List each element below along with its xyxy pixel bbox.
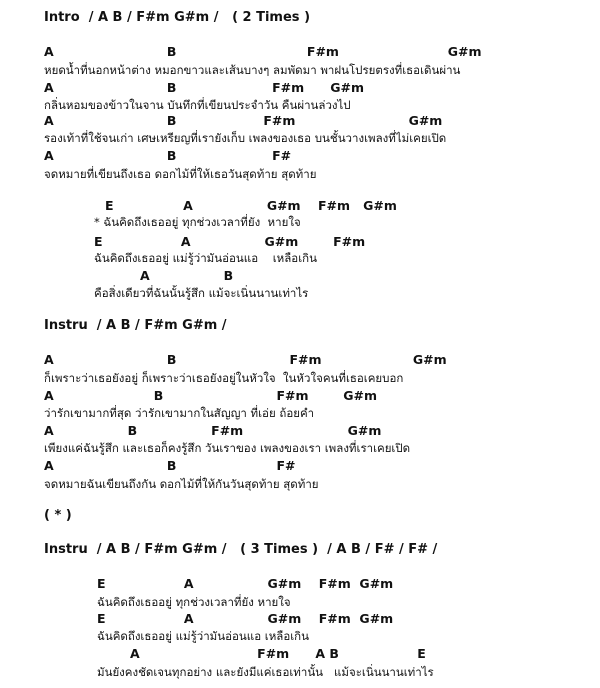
chord-line: A B	[140, 268, 234, 283]
lyric-line: จดหมายที่เขียนถึงเธอ ดอกไม้ที่ให้เธอวันสุดท้าย สุดท้าย	[44, 167, 317, 181]
lyric-line: ฉันคิดถึงเธออยู่ ทุกช่วงเวลาที่ยัง หายใจ	[97, 595, 291, 609]
lyric-line: ฉันคิดถึงเธออยู่ แม่รู้ว่ามันอ่อนแอ เหลือเกิน	[94, 251, 317, 265]
lyric-line: จดหมายฉันเขียนถึงกัน ดอกไม้ที่ให้กันวันสุดท้าย สุดท้าย	[44, 477, 319, 491]
chord-line: A B F#m G#m	[44, 388, 378, 403]
chord-line: E A G#m F#m G#m	[105, 198, 397, 213]
section-header: Intro / A B / F#m G#m / ( 2 Times )	[44, 10, 311, 25]
chord-line: A B F#m G#m	[44, 80, 364, 95]
chord-line: A B F#	[44, 458, 296, 473]
chord-line: A B F#m G#m	[44, 44, 482, 59]
section-header: ( * )	[44, 508, 72, 523]
lyric-line: มันยังคงชัดเจนทุกอย่าง และยังมีแค่เธอเท่านั้น แม้จะเนิ่นนานเท่าไร	[97, 665, 434, 679]
lyric-line: รองเท้าที่ใช้จนเก่า เศษเหรียญที่เรายังเก็บ เพลงของเธอ บนชั้นวางเพลงที่ไม่เคยเปิด	[44, 131, 447, 145]
chord-line: A F#m A B E	[130, 646, 426, 661]
lyric-line: เพียงแค่ฉันรู้สึก และเธอก็คงรู้สึก วันเราของ เพลงของเรา เพลงที่เราเคยเปิด	[44, 441, 411, 455]
lyric-line: ฉันคิดถึงเธออยู่ แม่รู้ว่ามันอ่อนแอ เหลือเกิน	[97, 629, 309, 643]
chord-line: A B F#m G#m	[44, 113, 443, 128]
lyric-line: คือสิ่งเดียวที่ฉันนั้นรู้สึก แม้จะเนิ่นนานเท่าไร	[94, 286, 309, 300]
chord-line: A B F#	[44, 148, 292, 163]
lyric-line: ว่ารักเขามากที่สุด ว่ารักเขามากในสัญญา ที่เอ่ย ถ้อยคำ	[44, 406, 315, 420]
chord-line: E A G#m F#m	[94, 234, 366, 249]
lyric-line: ก็เพราะว่าเธอยังอยู่ ก็เพราะว่าเธอยังอยู่ในหัวใจ ในหัวใจคนที่เธอเคยบอก	[44, 371, 404, 385]
chord-line: A B F#m G#m	[44, 352, 447, 367]
chord-line: A B F#m G#m	[44, 423, 382, 438]
lyric-line: กลิ่นหอมของข้าวในจาน บันทึกที่เขียนประจำวัน คืนผ่านล่วงไป	[44, 98, 351, 112]
section-header: Instru / A B / F#m G#m / ( 3 Times ) / A B / F# / F# /	[44, 542, 438, 557]
lyric-line: หยดน้ำที่นอกหน้าต่าง หมอกขาวและเส้นบางๆ ลมพัดมา พาฝนโปรยตรงที่เธอเดินผ่าน	[44, 63, 461, 77]
lyric-line: * ฉันคิดถึงเธออยู่ ทุกช่วงเวลาที่ยัง หายใจ	[94, 215, 301, 229]
section-header: Instru / A B / F#m G#m /	[44, 318, 227, 333]
chord-line: E A G#m F#m G#m	[97, 576, 394, 591]
chord-line: E A G#m F#m G#m	[97, 611, 394, 626]
